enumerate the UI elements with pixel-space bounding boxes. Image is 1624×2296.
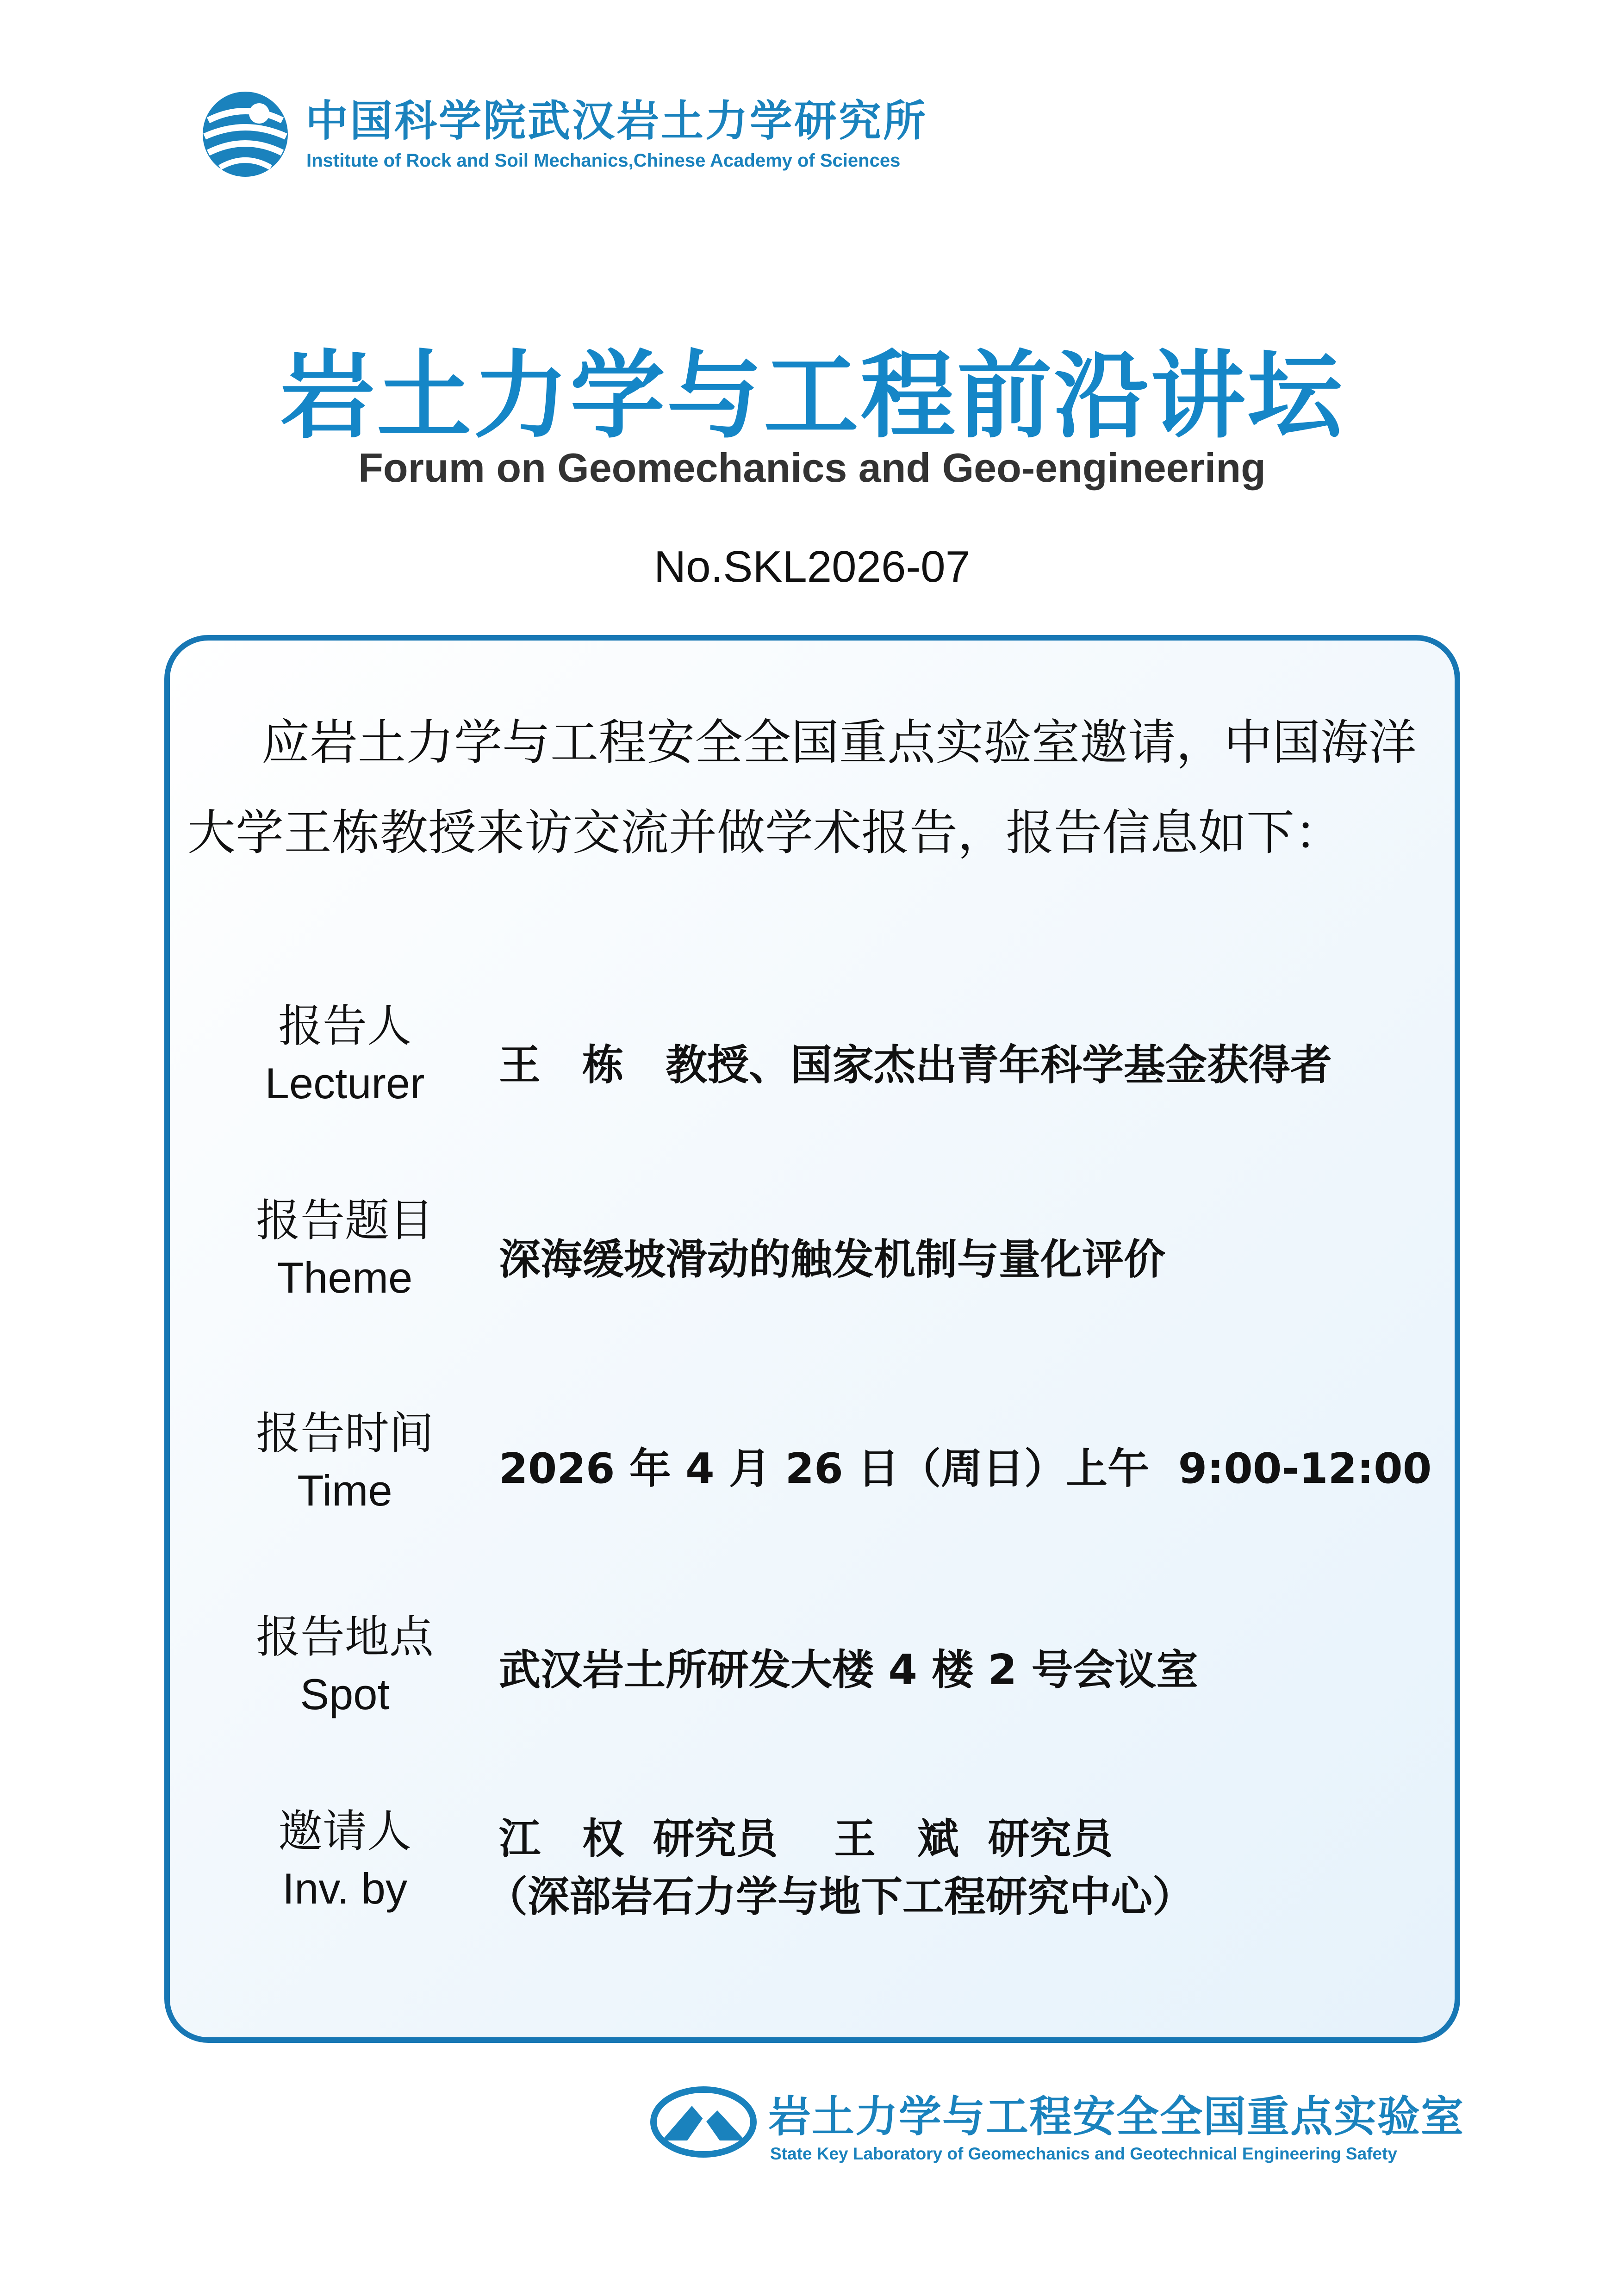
time-label-en: Time bbox=[297, 1466, 392, 1515]
mountain-logo-icon bbox=[650, 2085, 757, 2159]
globe-logo-icon bbox=[199, 88, 292, 180]
institute-name-en: Institute of Rock and Soil Mechanics,Chinese Academy of Sciences bbox=[306, 150, 901, 171]
forum-title-en: Forum on Geomechanics and Geo-engineering bbox=[358, 445, 1266, 491]
theme-label-cn: 报告题目 bbox=[256, 1195, 434, 1246]
inviter-label-en: Inv. by bbox=[282, 1864, 407, 1913]
spot-label bbox=[215, 1608, 474, 1723]
time-value: 2026 年 4 月 26 日（周日）上午 9:00-12:00 bbox=[499, 1444, 1432, 1493]
forum-number: No.SKL2026-07 bbox=[653, 542, 971, 591]
lecturer-label-cn: 报告人 bbox=[278, 1000, 411, 1052]
theme-value: 深海缓坡滑动的触发机制与量化评价 bbox=[499, 1235, 1165, 1284]
spot-label-cn: 报告地点 bbox=[256, 1611, 434, 1663]
inviter-label bbox=[215, 1803, 474, 1917]
time-label-cn: 报告时间 bbox=[256, 1407, 434, 1459]
lecturer-label bbox=[215, 997, 474, 1112]
theme-label bbox=[215, 1192, 474, 1307]
spot-value: 武汉岩土所研发大楼 4 楼 2 号会议室 bbox=[499, 1646, 1198, 1694]
lab-name-cn: 岩土力学与工程安全全国重点实验室 bbox=[768, 2092, 1465, 2141]
lecturer-label-en: Lecturer bbox=[265, 1059, 425, 1108]
inviter-value-center: （深部岩石力学与地下工程研究中心） bbox=[486, 1873, 1194, 1921]
institute-name-cn: 中国科学院武汉岩土力学研究所 bbox=[305, 96, 928, 146]
lab-name-en: State Key Laboratory of Geomechanics and Geotechnical Engineering Safety bbox=[770, 2144, 1397, 2163]
inviter-value-names: 江 权 研究员 王 斌 研究员 bbox=[499, 1815, 1113, 1863]
forum-title-cn: 岩土力学与工程前沿讲坛 bbox=[280, 341, 1344, 451]
time-label bbox=[215, 1405, 474, 1519]
intro-line-2: 大学王栋教授来访交流并做学术报告，报告信息如下： bbox=[187, 804, 1343, 861]
theme-label-en: Theme bbox=[277, 1253, 413, 1302]
intro-line-1: 应岩土力学与工程安全全国重点实验室邀请，中国海洋 bbox=[261, 714, 1417, 771]
lecturer-value: 王 栋 教授、国家杰出青年科学基金获得者 bbox=[499, 1041, 1332, 1089]
spot-label-en: Spot bbox=[300, 1670, 390, 1718]
inviter-label-cn: 邀请人 bbox=[278, 1805, 411, 1857]
